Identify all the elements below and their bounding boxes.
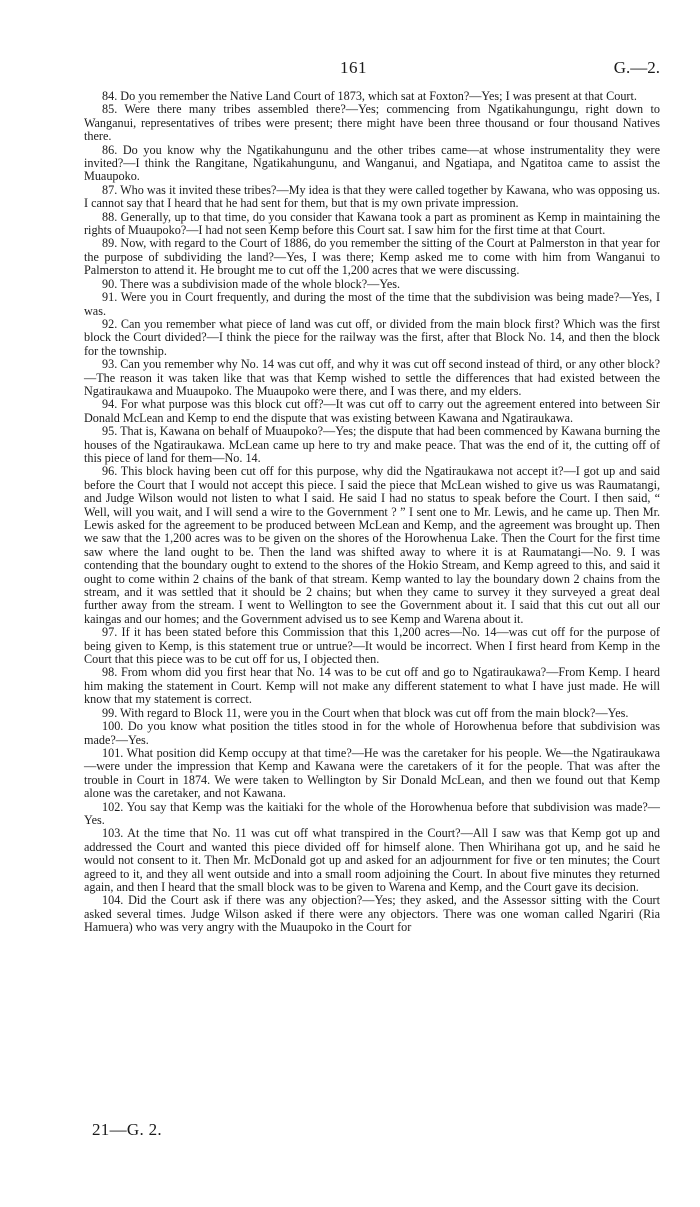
paragraph-95: 95. That is, Kawana on behalf of Muaupoko?—Yes; the dispute that had been commenced by Kawana burning the houses of the Ngatiraukawa. McLean came up here to try and make peace. That was the end of it, the cutting off of this piece of land for them—No. 14. xyxy=(84,424,660,465)
paragraph-89: 89. Now, with regard to the Court of 1886, do you remember the sitting of the Court at Palmerston in that year for the purpose of subdividing the land?—Yes, I was there; Kemp asked me to come with him from Wanganui to Palmerston to attend it. He brought me to cut off the 1,200 acres that we were discussing. xyxy=(84,236,660,278)
paragraph-101: 101. What position did Kemp occupy at that time?—He was the caretaker for his people. We—the Ngatiraukawa—were under the impression that Kemp and Kawana were the caretakers of it for the people. That was after the trouble in Court in 1874. We were taken to Wellington by Sir Donald McLean, and then we found out that Kemp alone was the caretaker, and not Kawana. xyxy=(84,745,660,801)
paragraph-104: 104. Did the Court ask if there was any objection?—Yes; they asked, and the Assessor sitting with the Court asked several times. Judge Wilson asked if there were any objectors. There was one woman called Ngariri (Ria Hamuera) who was very angry with the Muaupoko in the Court for xyxy=(84,893,660,935)
paragraph-90: 90. There was a subdivision made of the whole block?—Yes. xyxy=(102,276,401,291)
paragraph-98: 98. From whom did you first hear that No. 14 was to be cut off and go to Ngatiraukawa?—From Kemp. I heard him making the statement in Court. Kemp will not make any different statement to what I have just made. He will know that my statement is correct. xyxy=(84,665,660,707)
paragraph-103: 103. At the time that No. 11 was cut off what transpired in the Court?—All I saw was that Kemp got up and addressed the Court and wanted this piece divided off for himself alone. Then Whirihana got up, and he said he would not consent to it. Then Mr. McDonald got up and asked for an adjournment for five or ten minutes; the Court agreed to it, and they all went outside and into a small room adjoining the Court. In about five minutes they returned again, and then I heard that the small block was to be given to Warena and Kemp, and the Court gave its decision. xyxy=(84,826,660,894)
paragraph-102: 102. You say that Kemp was the kaitiaki for the whole of the Horowhenua before that subdivision was made?—Yes. xyxy=(84,799,660,827)
paragraph-100: 100. Do you know what position the titles stood in for the whole of Horowhenua before that subdivision was made?—Yes. xyxy=(84,719,660,747)
paragraph-85: 85. Were there many tribes assembled there?—Yes; commencing from Ngatikahungungu, right down to Wanganui, representatives of tribes were present; there might have been three thousand or four thousand Natives there. xyxy=(84,102,660,144)
paragraph-97: 97. If it has been stated before this Commission that this 1,200 acres—No. 14—was cut off for the purpose of being given to Kemp, is this statement true or untrue?—It would be incorrect. When I first heard from Kemp in the Court that this piece was to be cut off for us, I objected then. xyxy=(84,625,660,667)
paragraph-92: 92. Can you remember what piece of land was cut off, or divided from the main block first? Which was the first block the Court divided?—I think the piece for the railway was the first, after that Block No. 14, and then the block for the township. xyxy=(84,316,660,358)
paragraph-94: 94. For what purpose was this block cut off?—It was cut off to carry out the agreement entered into between Sir Donald McLean and Kemp to end the dispute that was existing between Kawana and Ngatiraukawa. xyxy=(84,397,660,425)
paragraph-96: 96. This block having been cut off for this purpose, why did the Ngatiraukawa not accept it?—I got up and said before the Court that I would not accept this piece. I said the piece that McLean wished to give us was Raumatangi, and Judge Wilson would not listen to what I said. He said I had no status to speak before the Court. I then said, “ Well, will you wait, and I will send a wire to the Government ? ” I sent one to Mr. Lewis, and he came up. Then Mr. Lewis asked for the agreement to be produced between McLean and Kemp, and the agreement was brought up. Then we saw that the 1,200 acres was to be given on the shores of the Horowhenua Lake. Then the Court for the first time saw where the land ought to be. Then the land was shifted away to where it is at Raumatangi—No. 9. I was contending that the boundary ought to extend to the shores of the Hokio Stream, and Kemp agreed to this, and said it ought to come within 2 chains of the bank of that stream. Kemp wanted to lay the boundary down 2 chains from the stream, and it was settled that it should be 2 chains; but when they came to survey it they surveyed a great deal further away from the stream. I went to Wellington to see the Government about it. I said that this cut out all our kaingas and our homes; and the Government advised us to see Kemp and Warena about it. xyxy=(84,464,660,626)
paragraph-91: 91. Were you in Court frequently, and during the most of the time that the subdivision was being made?—Yes, I was. xyxy=(84,290,660,318)
signature-mark: 21—G. 2. xyxy=(92,1120,162,1139)
paragraph-93: 93. Can you remember why No. 14 was cut off, and why it was cut off second instead of third, or any other block?—The reason it was taken like that was that Kemp wished to settle the differences that had existed between the Ngatiraukawa and Muaupoko. The Muaupoko were there, and I was there, and my elders. xyxy=(84,357,660,398)
paragraph-86: 86. Do you know why the Ngatikahungunu and the other tribes came—at whose instrumentality they were invited?—I think the Rangitane, Ngatikahungunu, and Wanganui, and Ngatiapa, and Ngatitoa came to assist the Muaupoko. xyxy=(84,142,660,184)
page-header xyxy=(84,58,660,82)
report-code: G.—2. xyxy=(613,58,660,77)
paragraph-84: 84. Do you remember the Native Land Court of 1873, which sat at Foxton?—Yes; I was present at that Court. xyxy=(102,89,637,103)
testimony-body xyxy=(84,90,660,935)
page-number: 161 xyxy=(340,58,367,77)
paragraph-87: 87. Who was it invited these tribes?—My idea is that they were called together by Kawana, who was opposing us. I cannot say that I heard that he had sent for them, but that is my own private impression. xyxy=(84,182,660,211)
paragraph-99: 99. With regard to Block 11, were you in the Court when that block was cut off from the main block?—Yes. xyxy=(102,705,629,720)
paragraph-88: 88. Generally, up to that time, do you consider that Kawana took a part as prominent as Kemp in maintaining the rights of Muaupoko?—I had not seen Kemp before this Court sat. I saw him for the first time at that Court. xyxy=(84,209,660,238)
